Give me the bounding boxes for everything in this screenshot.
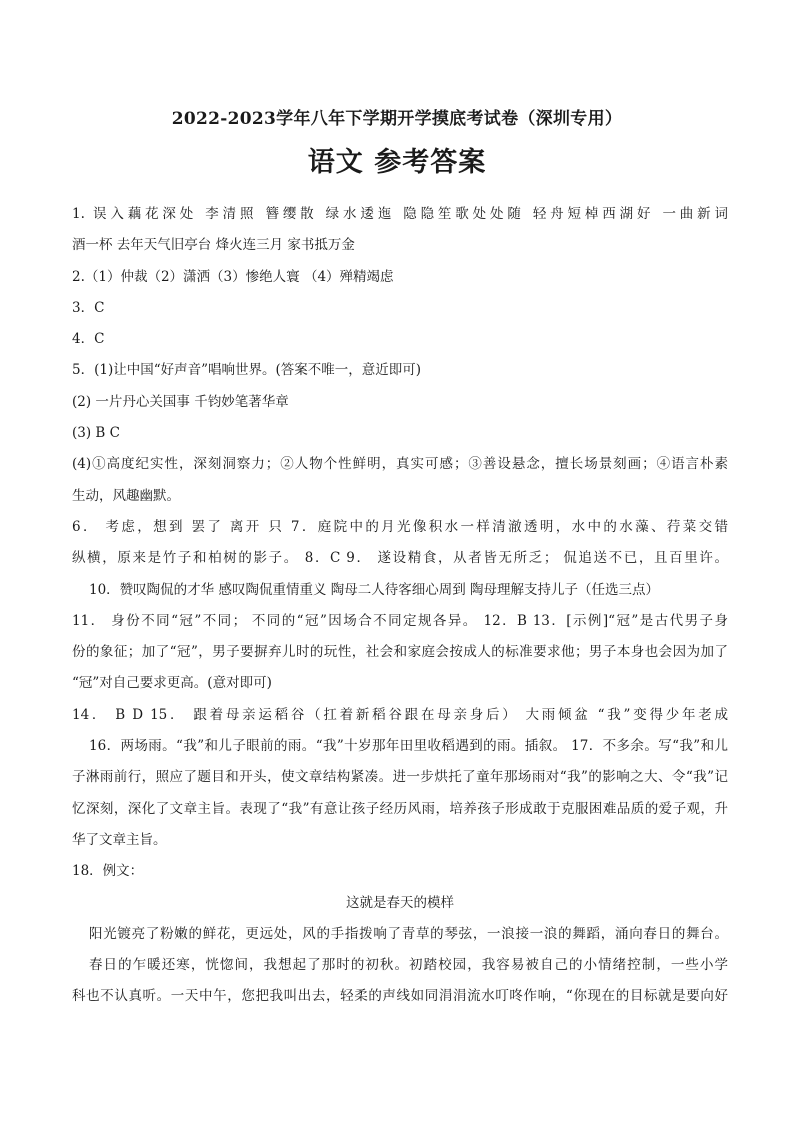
answer-line-6: 5．(1)让中国“好声音”唱响世界。(答案不唯一，意近即可) <box>72 362 422 379</box>
essay-title: 这就是春天的模样 <box>346 894 454 911</box>
answer-line-13: 10．赞叹陶侃的才华 感叹陶侃重情重义 陶母二人待客细心周到 陶母理解支持儿子（任选三点） <box>89 581 660 598</box>
answer-line-21: 华了文章主旨。 <box>72 831 167 848</box>
answer-line-8: (3) B C <box>72 425 120 442</box>
answer-line-22: 18．例文： <box>72 863 144 880</box>
answer-line-4: 3．C <box>72 299 105 316</box>
answer-line-9: (4)①高度纪实性，深刻洞察力；②人物个性鲜明，真实可感；③善设悬念，擅长场景刻画；④语言朴素 <box>72 456 728 473</box>
document-title: 2022-2023学年八年下学期开学摸底考试卷（深圳专用） <box>171 109 623 129</box>
document-subtitle: 语文 参考答案 <box>307 147 487 178</box>
answer-line-1: 1. 误入藕花深处 李清照 簪缨散 绿水逶迤 隐隐笙歌处处随 轻舟短棹西湖好 一曲新词 <box>72 206 728 222</box>
answer-line-19: 子淋雨前行，照应了题目和开头，使文章结构紧凑。进一步烘托了童年那场雨对“我”的影响之大、令“我”记 <box>72 769 728 786</box>
answer-line-10: 生动，风趣幽默。 <box>72 487 180 504</box>
answer-line-17: 14． B D 15． 跟着母亲运稻谷（扛着新稻谷跟在母亲身后） 大雨倾盆 “我”变得少年老成 <box>72 706 728 723</box>
answer-line-18: 16．两场雨。“我”和儿子眼前的雨。“我”十岁那年田里收稻遇到的雨。插叙。 17．不多余。写“我”和儿 <box>89 738 728 755</box>
answer-line-16: “冠”对自己要求更高。(意对即可) <box>72 675 272 692</box>
answer-line-12: 纵横，原来是竹子和柏树的影子。 8．C 9． 遂设精食，从者皆无所乏； 侃追送不已，且百里许。 <box>72 550 728 567</box>
answer-body <box>72 199 728 1013</box>
answer-line-14: 11． 身份不同“冠”不同； 不同的“冠”因场合不同定规各异。 12．B 13．[示例]“冠”是古代男子身 <box>72 612 728 629</box>
essay-line-2: 春日的乍暖还寒，恍惚间，我想起了那时的初秋。初踏校园，我容易被自己的小情绪控制，一些小学 <box>89 957 728 974</box>
answer-line-7: (2) 一片丹心关国事 千钧妙笔著华章 <box>72 393 289 410</box>
answer-line-15: 份的象征；加了“冠”，男子要摒弃儿时的玩性，社会和家庭会按成人的标准要求他；男子本身也会因为加了 <box>72 644 728 661</box>
essay-line-3: 科也不认真听。一天中午，您把我叫出去，轻柔的声线如同涓涓流水叮咚作响，“你现在的目标就是要向好 <box>72 988 728 1005</box>
answer-line-20: 忆深刻，深化了文章主旨。表现了“我”有意让孩子经历风雨，培养孩子形成敢于克服困难品质的爱子观，升 <box>72 800 728 817</box>
essay-line-1: 阳光镀亮了粉嫩的鲜花，更远处，风的手指拨响了青草的琴弦，一浪接一浪的舞蹈，涌向春日的舞台。 <box>89 925 728 942</box>
answer-line-3: 2.（1）仲裁（2）潇洒（3）惨绝人寰 （4）殚精竭虑 <box>72 268 394 285</box>
answer-line-5: 4．C <box>72 331 105 348</box>
answer-line-2: 酒一杯 去年天气旧亭台 烽火连三月 家书抵万金 <box>72 237 355 254</box>
answer-line-11: 6． 考虑，想到 罢了 离开 只 7．庭院中的月光像积水一样清澈透明，水中的水藻、荇菜交错 <box>72 518 728 535</box>
